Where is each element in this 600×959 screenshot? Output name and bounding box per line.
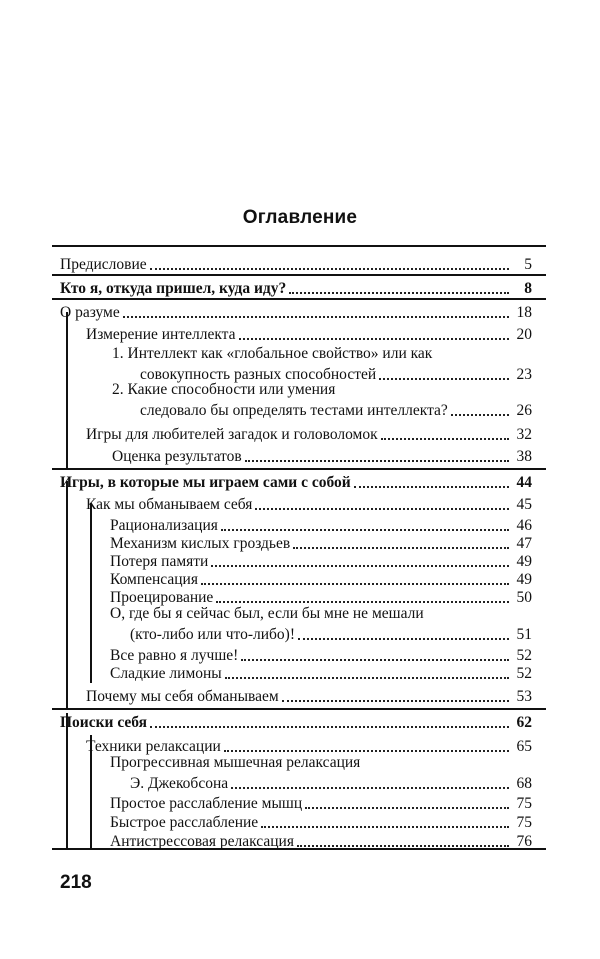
toc-entry-title: Рационализация xyxy=(110,517,218,534)
rule-v-section-4 xyxy=(66,713,68,850)
toc-entry-title: Механизм кислых гроздьев xyxy=(110,535,291,552)
toc-entry-page: 23 xyxy=(516,366,532,383)
dot-leader xyxy=(298,638,509,640)
toc-entry[interactable] xyxy=(86,684,546,706)
toc-entry-title: Почему мы себя обманываем xyxy=(86,688,279,705)
toc-entry-title: Все равно я лучше! xyxy=(110,647,239,664)
toc-entry[interactable] xyxy=(60,300,546,322)
toc-entry-page: 65 xyxy=(516,738,532,755)
toc-entry-title-cont: совокупность разных способностей xyxy=(140,366,377,383)
toc-entry-title: Измерение интеллекта xyxy=(86,326,236,343)
dot-leader xyxy=(305,807,509,809)
toc-entry-title-cont: Э. Джекобсона xyxy=(130,775,229,792)
toc-title: Оглавление xyxy=(242,207,358,228)
toc-entry-title: Кто я, откуда пришел, куда иду? xyxy=(60,280,287,297)
toc-entry-page: 75 xyxy=(516,795,532,812)
toc-entry-page: 38 xyxy=(516,448,532,465)
toc-entry-title: Потеря памяти xyxy=(110,553,209,570)
toc-entry[interactable] xyxy=(112,444,546,466)
toc-entry-page: 51 xyxy=(516,626,532,643)
dot-leader xyxy=(282,700,509,702)
dot-leader xyxy=(225,677,509,679)
toc-entry-page: 5 xyxy=(524,256,532,273)
dot-leader xyxy=(216,601,509,603)
toc-entry[interactable] xyxy=(60,252,546,274)
toc-entry-page: 62 xyxy=(516,714,532,731)
toc-entry-page: 52 xyxy=(516,647,532,664)
toc-entry-title: Предисловие xyxy=(60,256,147,273)
toc-entry-title: Быстрое расслабление xyxy=(110,814,259,831)
toc-entry-page: 46 xyxy=(516,517,532,534)
dot-leader xyxy=(255,508,509,510)
toc-entry[interactable] xyxy=(110,829,546,851)
dot-leader xyxy=(231,787,509,789)
toc-entry-title: 1. Интеллект как «глобальное свойство» или как xyxy=(112,345,433,362)
toc-entry-page: 20 xyxy=(516,326,532,343)
toc-entry-title: Прогрессивная мышечная релаксация xyxy=(110,754,361,771)
toc-entry[interactable] xyxy=(112,380,546,420)
toc-entry[interactable] xyxy=(60,276,546,298)
page-number: 218 xyxy=(60,872,92,893)
dot-leader xyxy=(261,826,509,828)
dot-leader xyxy=(289,292,509,294)
dot-leader xyxy=(297,845,509,847)
toc-entry[interactable] xyxy=(60,710,546,732)
toc-entry-page: 49 xyxy=(516,571,532,588)
toc-entry-title: 2. Какие способности или умения xyxy=(112,381,336,398)
toc-entry-title: О разуме xyxy=(60,304,120,321)
toc-entry[interactable] xyxy=(112,344,546,384)
toc-entry-page: 45 xyxy=(516,496,532,513)
toc-entry-title: Как мы обманываем себя xyxy=(86,496,253,513)
dot-leader xyxy=(245,460,509,462)
toc-entry-title: Игры для любителей загадок и головоломок xyxy=(86,426,378,443)
toc-entry-page: 44 xyxy=(516,474,532,491)
dot-leader xyxy=(123,316,509,318)
toc-entry-title: Компенсация xyxy=(110,571,198,588)
toc-entry-title: О, где бы я сейчас был, если бы мне не мешали xyxy=(110,605,424,622)
toc-entry[interactable] xyxy=(86,322,546,344)
toc-entry[interactable] xyxy=(86,422,546,444)
toc-entry-page: 26 xyxy=(516,402,532,419)
dot-leader xyxy=(150,268,509,270)
toc-entry-title: Техники релаксации xyxy=(86,738,221,755)
toc-entry[interactable] xyxy=(86,492,546,514)
rule-v-section-3 xyxy=(66,481,68,709)
toc-entry-page: 52 xyxy=(516,665,532,682)
toc-entry-title: Сладкие лимоны xyxy=(110,665,222,682)
toc-entry-title-cont: (кто-либо или что-либо)! xyxy=(130,626,295,643)
dot-leader xyxy=(354,486,509,488)
toc-entry-title: Простое расслабление мышц xyxy=(110,795,303,812)
toc-entry-title: Антистрессовая релаксация xyxy=(110,833,294,850)
dot-leader xyxy=(224,750,509,752)
toc-entry-page: 76 xyxy=(516,833,532,850)
rule-v-section-2 xyxy=(66,312,68,469)
toc-entry-page: 50 xyxy=(516,589,532,606)
dot-leader xyxy=(239,338,509,340)
toc-entry-page: 47 xyxy=(516,535,532,552)
toc-entry-title: Проецирование xyxy=(110,589,214,606)
toc-entry-title-cont: следовало бы определять тестами интеллекта? xyxy=(140,402,448,419)
toc-entry-title: Поиски себя xyxy=(60,714,148,731)
dot-leader xyxy=(381,438,509,440)
toc-entry[interactable] xyxy=(110,753,546,793)
toc-entry-page: 18 xyxy=(516,304,532,321)
rule-v-section-3-sub xyxy=(90,503,92,683)
toc-entry-title: Оценка результатов xyxy=(112,448,242,465)
toc-entry-page: 68 xyxy=(516,775,532,792)
toc-entry-page: 32 xyxy=(516,426,532,443)
toc-entry[interactable] xyxy=(110,604,546,644)
dot-leader xyxy=(451,414,509,416)
toc-entry-page: 49 xyxy=(516,553,532,570)
toc-entry-page: 53 xyxy=(516,688,532,705)
toc-entry[interactable] xyxy=(60,470,546,492)
toc-entry[interactable] xyxy=(110,661,546,683)
toc-entry-page: 75 xyxy=(516,814,532,831)
toc-entry-page: 8 xyxy=(524,280,532,297)
dot-leader xyxy=(150,726,509,728)
toc-entry-title: Игры, в которые мы играем сами с собой xyxy=(60,474,351,491)
